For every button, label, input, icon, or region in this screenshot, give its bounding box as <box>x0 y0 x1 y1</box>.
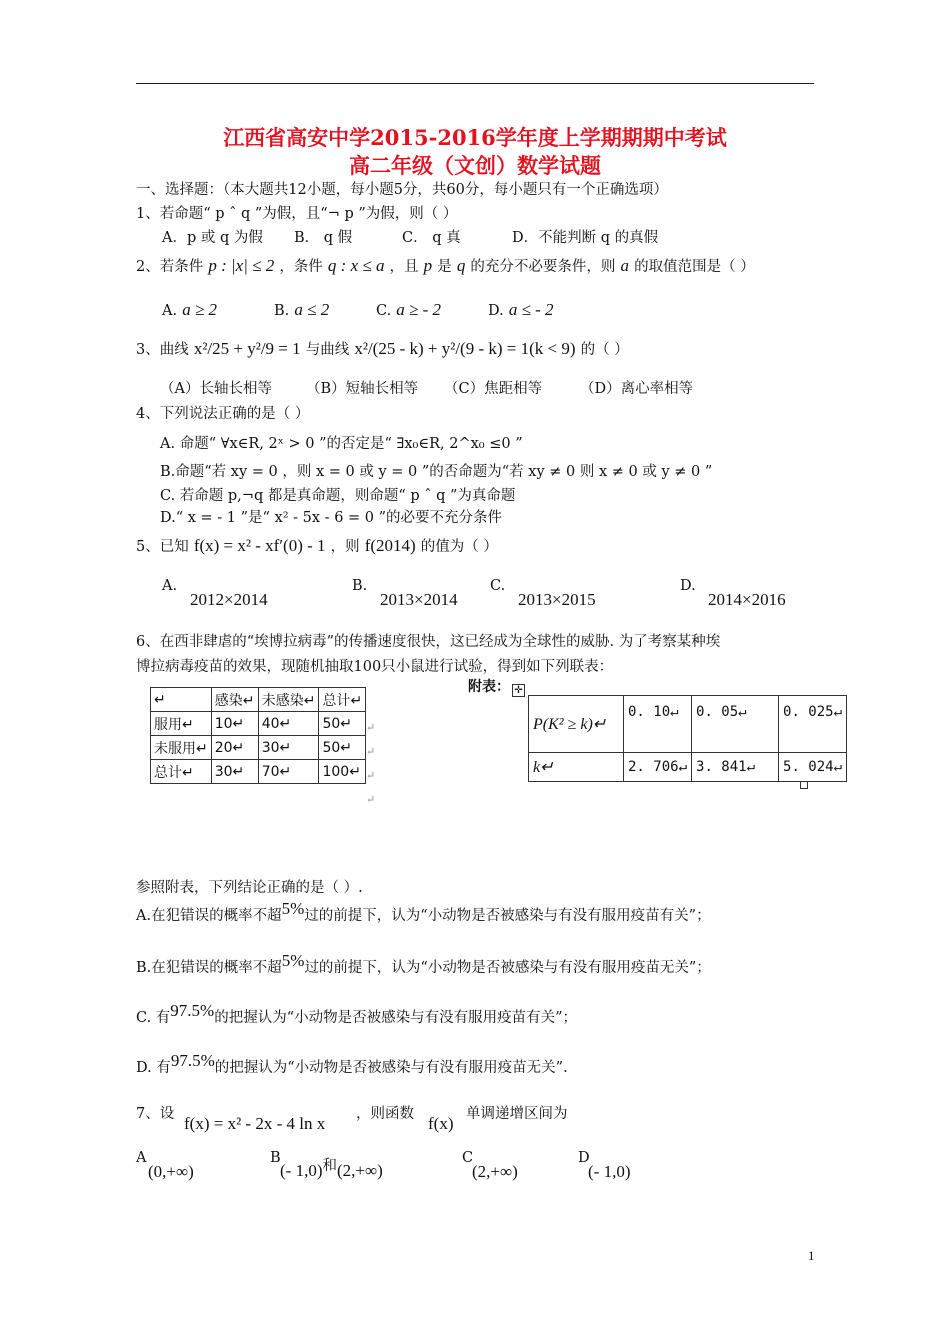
q7-label-c: C <box>462 1150 474 1166</box>
exam-title: 江西省高安中学2015-2016学年度上学期期期中考试 <box>223 125 727 150</box>
question-1-stem: 1、若命题“ p ˆ q ”为假，且“¬ p ”为假，则（ ） <box>136 206 458 222</box>
curve-1-equation: x²/25 + y²/9 = 1 <box>193 339 301 358</box>
q5-option-a: 2012×2014 <box>190 590 268 609</box>
q1-option-c: C． q 真 <box>402 230 461 246</box>
q1-option-d: D．不能判断 q 的真假 <box>512 230 659 246</box>
q2-option-a: A. a ≥ 2 <box>162 300 218 319</box>
q5-option-b: 2013×2014 <box>380 590 458 609</box>
contingency-table <box>150 687 366 784</box>
q2-option-b: B. a ≤ 2 <box>274 300 330 319</box>
q7-label-b: B <box>270 1150 281 1166</box>
question-7-label: 7、设 <box>136 1106 175 1122</box>
q4-option-b: B.命题“若 xy = 0 ，则 x = 0 或 y = 0 ”的否命题为“若 xy ≠ 0 则 x ≠ 0 或 y ≠ 0 ” <box>160 464 713 480</box>
table-cell: ↵ <box>151 688 212 712</box>
q5-label-c: C. <box>490 578 506 594</box>
q7-stem-middle: ，则函数 <box>356 1106 414 1122</box>
q6-reference-line: 参照附表，下列结论正确的是（ ）. <box>136 880 363 896</box>
table-cell: 3. 841↵ <box>692 753 779 782</box>
q2-option-c: C. a ≥ - 2 <box>376 300 442 319</box>
table-cell: 70↵ <box>258 760 319 784</box>
header-rule <box>136 83 814 84</box>
question-6-stem-line1: 6、在西非肆虐的“埃博拉病毒”的传播速度很快，这已经成为全球性的威胁. 为了考察某种埃 <box>136 634 721 650</box>
question-4-stem: 4、下列说法正确的是（ ） <box>136 406 310 422</box>
table-header: 总计↵ <box>319 688 366 712</box>
q7-option-a: (0,+∞) <box>148 1162 194 1181</box>
critical-value-table <box>528 695 847 782</box>
page-number: 1 <box>808 1248 815 1263</box>
table-row <box>151 760 366 784</box>
table-cell: 30↵ <box>258 736 319 760</box>
curve-2-equation: x²/(25 - k) + y²/(9 - k) = 1(k < 9) <box>354 339 576 358</box>
table-header: 未感染↵ <box>258 688 319 712</box>
question-6-stem-line2: 博拉病毒疫苗的效果，现随机抽取100只小鼠进行试验，得到如下列联表： <box>136 659 614 675</box>
q7-fx: f(x) <box>428 1114 454 1133</box>
table-cell: 10↵ <box>211 712 258 736</box>
q7-stem-end: 单调递增区间为 <box>466 1106 568 1122</box>
q7-option-d: (- 1,0) <box>588 1162 631 1181</box>
q5-label-d: D. <box>680 578 696 594</box>
q5-option-c: 2013×2015 <box>518 590 596 609</box>
exam-subtitle: 高二年级（文创）数学试题 <box>349 153 601 178</box>
q4-option-a: A. 命题“ ∀x∈R, 2ˣ > 0 ”的否定是“ ∃x₀∈R, 2^x₀ ≤0 ” <box>160 436 523 452</box>
q3-option-d: （D）离心率相等 <box>580 381 694 397</box>
table-cell: 2. 706↵ <box>624 753 692 782</box>
q3-option-b: （B）短轴长相等 <box>306 381 419 397</box>
q3-option-c: （C）焦距相等 <box>444 381 543 397</box>
question-2-stem: 2、若条件 p : |x| ≤ 2 ，条件 q : x ≤ a ，且 p 是 q 的充分不必要条件，则 a 的取值范围是（ ） <box>136 256 755 275</box>
q2-option-d: D. a ≤ - 2 <box>488 300 554 319</box>
table-header: 感染↵ <box>211 688 258 712</box>
q7-option-c: (2,+∞) <box>472 1162 518 1181</box>
table-cell: 30↵ <box>211 760 258 784</box>
q7-function: f(x) = x² - 2x - 4 ln x <box>184 1114 326 1133</box>
table-cell: 总计↵ <box>151 760 212 784</box>
table-cell: 50↵ <box>319 736 366 760</box>
function-definition: f(x) = x² - xf′(0) - 1 <box>193 536 326 555</box>
q7-label-a: A <box>136 1150 147 1166</box>
condition-q: q : x ≤ a <box>327 256 385 275</box>
q1-option-b: B． q 假 <box>294 230 353 246</box>
table-cell: 服用↵ <box>151 712 212 736</box>
q6-option-a: A.在犯错误的概率不超5%过的前提下，认为“小动物是否被感染与有没有服用疫苗有关”； <box>136 899 711 924</box>
q6-option-c: C. 有97.5%的把握认为“小动物是否被感染与有没有服用疫苗有关”； <box>136 1001 578 1026</box>
table-cell: 50↵ <box>319 712 366 736</box>
q5-label-b: B. <box>352 578 368 594</box>
table-cell: P(K² ≥ k)↵ <box>529 696 624 753</box>
q3-option-a: （A）长轴长相等 <box>160 381 272 397</box>
table-move-handle-icon[interactable]: ✛ <box>512 684 525 697</box>
q4-option-c: C. 若命题 p,¬q 都是真命题，则命题“ p ˆ q ”为真命题 <box>160 488 516 504</box>
q7-option-b: (- 1,0)和(2,+∞) <box>280 1158 383 1180</box>
section-heading: 一、选择题：（本大题共12小题，每小题5分，共60分，每小题只有一个正确选项） <box>136 182 668 198</box>
table-cell: k↵ <box>529 753 624 782</box>
table-cell: 100↵ <box>319 760 366 784</box>
q6-option-b: B.在犯错误的概率不超5%过的前提下，认为“小动物是否被感染与有没有服用疫苗无关”； <box>136 951 711 976</box>
table-row <box>151 736 366 760</box>
table-cell: 40↵ <box>258 712 319 736</box>
attach-label: 附表： <box>468 679 510 695</box>
table-row <box>151 712 366 736</box>
q7-label-d: D <box>578 1150 590 1166</box>
q5-label-a: A. <box>162 578 178 594</box>
q1-option-a: A．p 或 q 为假 <box>162 230 263 246</box>
table-cell: 0. 05↵ <box>692 696 779 753</box>
q6-option-d: D. 有97.5%的把握认为“小动物是否被感染与有没有服用疫苗无关”. <box>136 1051 568 1076</box>
table-row <box>529 753 847 782</box>
table-header-row <box>151 688 366 712</box>
table-cell: 5. 024↵ <box>779 753 847 782</box>
table-cell: 未服用↵ <box>151 736 212 760</box>
paragraph-marks: ↵ ↵ ↵ ↵ <box>366 721 376 806</box>
table-resize-handle-icon[interactable] <box>800 781 808 789</box>
question-3-stem: 3、曲线 x²/25 + y²/9 = 1 与曲线 x²/(25 - k) + y²/(9 - k) = 1(k < 9) 的（ ） <box>136 339 629 358</box>
table-cell: 0. 025↵ <box>779 696 847 753</box>
table-cell: 20↵ <box>211 736 258 760</box>
table-cell: 0. 10↵ <box>624 696 692 753</box>
question-5-stem: 5、已知 f(x) = x² - xf′(0) - 1 ，则 f(2014) 的值为（ ） <box>136 536 498 555</box>
q4-option-d: D.“ x = - 1 ”是“ x² - 5x - 6 = 0 ”的必要不充分条件 <box>160 510 503 526</box>
table-row <box>529 696 847 753</box>
condition-p: p : |x| ≤ 2 <box>208 256 275 275</box>
q5-option-d: 2014×2016 <box>708 590 786 609</box>
